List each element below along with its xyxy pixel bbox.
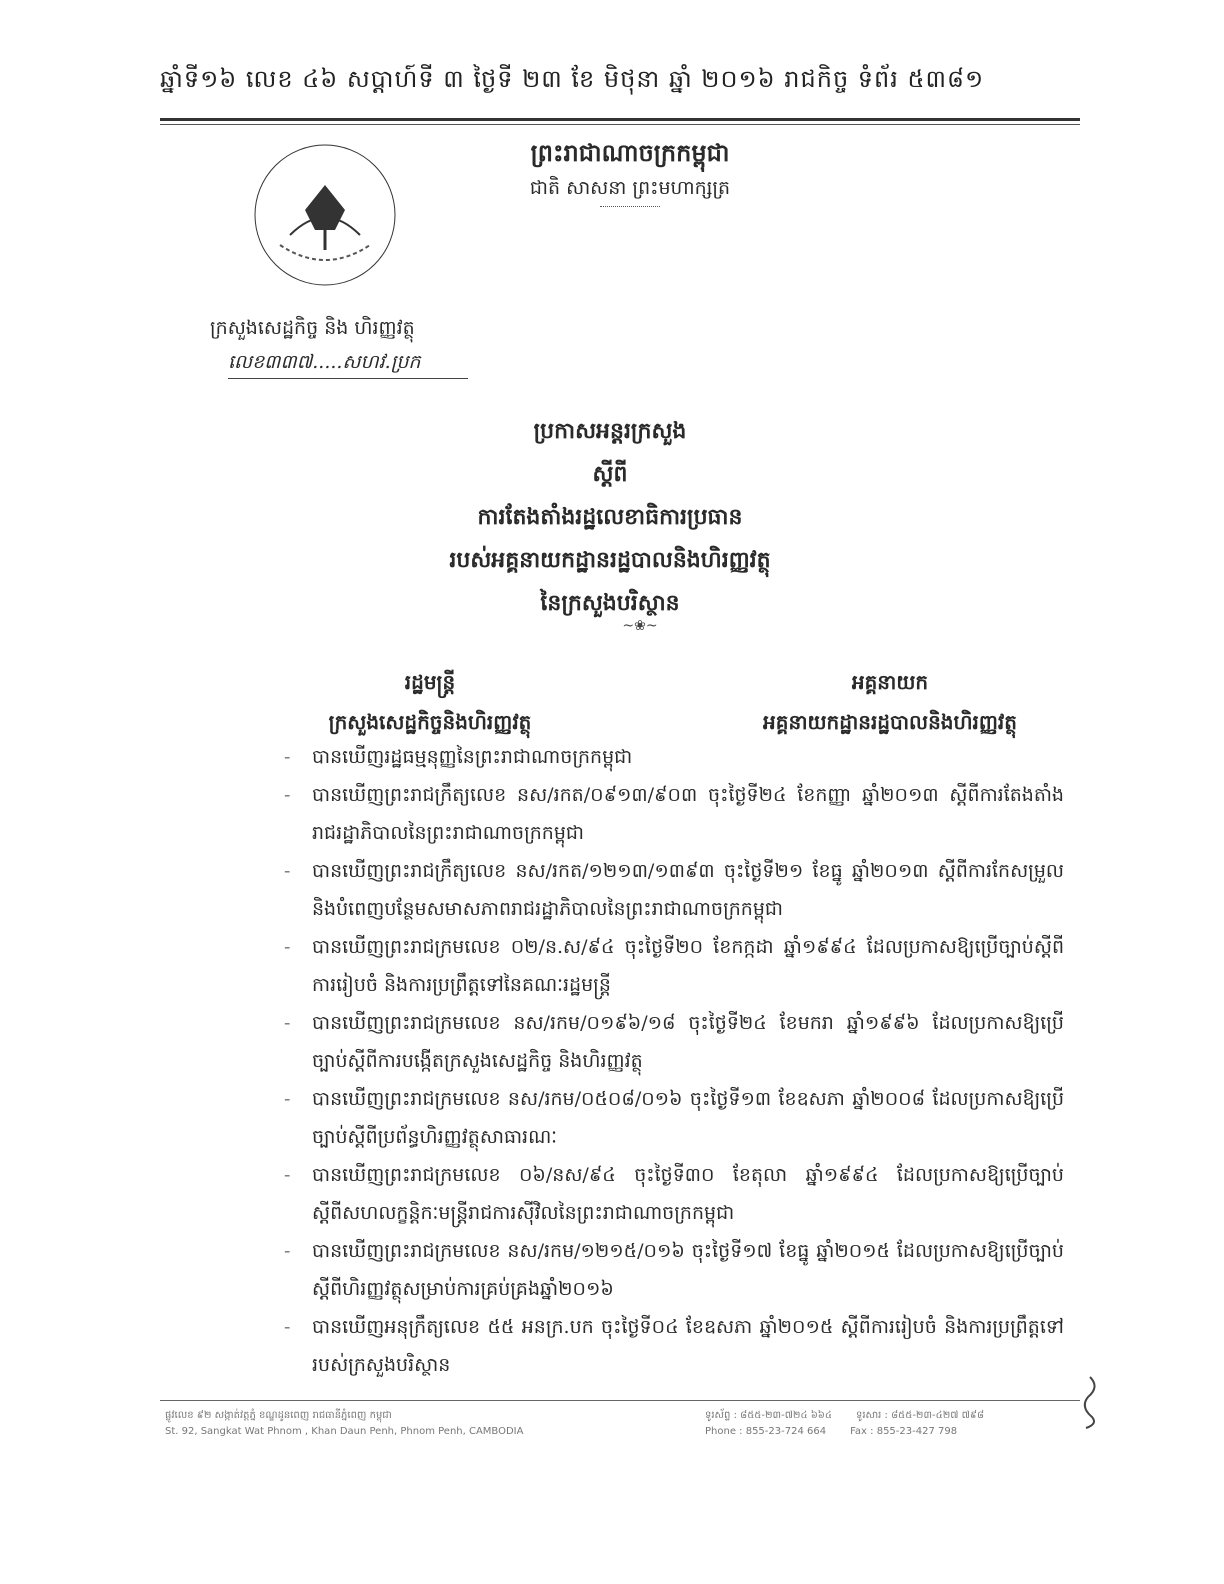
reference-number: លេខ៣៣៧.....សហវ.ប្រក bbox=[228, 350, 468, 379]
list-item: - បានឃើញព្រះរាជក្រមលេខ នស/រកម/០១៩៦/១៨ ចុះថ្ងៃទី២៤ ខែមករា ឆ្នាំ១៩៩៦ ដែលប្រកាសឱ្យប្រើច្បាប់ស្ដីពីការបង្កើតក្រសួងសេដ្ឋកិច្ច និងហិរញ្ញវត្ថុ bbox=[284, 1012, 1064, 1072]
list-item: - បានឃើញរដ្ឋធម្មនុញ្ញនៃព្រះរាជាណាចក្រកម្ពុជា bbox=[284, 746, 633, 768]
signatory-right-title: អគ្គនាយក bbox=[851, 670, 929, 694]
title-line-5: នៃក្រសួងបរិស្ថាន bbox=[540, 590, 680, 616]
ministry-seal-icon bbox=[250, 140, 400, 290]
national-motto: ជាតិ សាសនា ព្រះមហាក្សត្រ bbox=[529, 177, 731, 199]
gazette-header: ឆ្នាំទី១៦ លេខ ៤៦ សប្ដាហ៍ទី ៣ ថ្ងៃទី ២៣ ខែ មិថុនា ឆ្នាំ ២០១៦ រាជកិច្ច ទំព័រ ៥៣៨១ bbox=[160, 65, 985, 93]
signatory-right bbox=[740, 662, 1040, 742]
footer-address bbox=[165, 1408, 585, 1440]
signatory-left bbox=[280, 662, 580, 742]
signatory-left-org: ក្រសួងសេដ្ឋកិច្ចនិងហិរញ្ញវត្ថុ bbox=[328, 710, 532, 734]
footer-divider bbox=[160, 1400, 1080, 1401]
title-line-4: របស់អគ្គនាយកដ្ឋានរដ្ឋបាលនិងហិរញ្ញវត្ថុ bbox=[449, 547, 771, 573]
footer-contact bbox=[705, 1408, 1065, 1440]
fax-khmer: ទូរសារ : ៨៥៥-២៣-៤២៧ ៧៩៨ bbox=[855, 1410, 985, 1421]
address-khmer: ផ្លូវលេខ ៩២ សង្កាត់វត្តភ្នំ ខណ្ឌដូនពេញ រាជធានីភ្នំពេញ កម្ពុជា bbox=[165, 1410, 392, 1421]
signatory-right-org: អគ្គនាយកដ្ឋានរដ្ឋបាលនិងហិរញ្ញវត្ថុ bbox=[763, 710, 1017, 734]
header-divider bbox=[160, 118, 1080, 125]
list-item: - បានឃើញព្រះរាជក្រមលេខ ០៦/នស/៩៤ ចុះថ្ងៃទី៣០ ខែតុលា ឆ្នាំ១៩៩៤ ដែលប្រកាសឱ្យប្រើច្បាប់ស្ដីពីសហលក្ខន្តិកៈមន្ត្រីរាជការស៊ីវិលនៃព្រះរាជាណាចក្រកម្ពុជា bbox=[284, 1164, 1064, 1224]
initial-mark-icon bbox=[1070, 1372, 1110, 1432]
title-ornament: ~❀~ bbox=[622, 618, 658, 634]
document-title bbox=[300, 410, 920, 625]
phone-khmer: ទូរស័ព្ទ : ៨៥៥-២៣-៧២៤ ៦៦៤ bbox=[705, 1410, 832, 1421]
title-line-2: ស្ដីពី bbox=[592, 461, 628, 487]
list-item: - បានឃើញអនុក្រឹត្យលេខ ៥៥ អនក្រ.បក ចុះថ្ងៃទី០៤ ខែឧសភា ឆ្នាំ២០១៥ ស្ដីពីការរៀបចំ និងការប្រព្រឹត្តទៅរបស់ក្រសួងបរិស្ថាន bbox=[284, 1316, 1064, 1376]
signatory-left-title: រដ្ឋមន្ត្រី bbox=[404, 670, 456, 694]
list-item: - បានឃើញព្រះរាជក្រឹត្យលេខ នស/រកត/១២១៣/១៣៩៣ ចុះថ្ងៃទី២១ ខែធ្នូ ឆ្នាំ២០១៣ ស្ដីពីការកែសម្រួលនិងបំពេញបន្ថែមសមាសភាពរាជរដ្ឋាភិបាលនៃព្រះរាជាណាចក្រកម្ពុជា bbox=[284, 860, 1064, 920]
phone-english: Phone : 855-23-724 664 bbox=[705, 1426, 827, 1437]
motto-divider bbox=[600, 206, 660, 207]
address-english: St. 92, Sangkat Wat Phnom , Khan Daun Penh, Phnom Penh, CAMBODIA bbox=[165, 1426, 524, 1437]
title-line-1: ប្រកាសអន្តរក្រសួង bbox=[533, 418, 687, 444]
fax-english: Fax : 855-23-427 798 bbox=[850, 1426, 958, 1437]
list-item: - បានឃើញព្រះរាជក្រមលេខ នស/រកម/១២១៥/០១៦ ចុះថ្ងៃទី១៧ ខែធ្នូ ឆ្នាំ២០១៥ ដែលប្រកាសឱ្យប្រើច្បាប់ស្ដីពីហិរញ្ញវត្ថុសម្រាប់ការគ្រប់គ្រងឆ្នាំ២០១៦ bbox=[284, 1240, 1064, 1300]
kingdom-name: ព្រះរាជាណាចក្រកម្ពុជា bbox=[530, 138, 730, 167]
list-item: - បានឃើញព្រះរាជក្រមលេខ ០២/ន.ស/៩៤ ចុះថ្ងៃទី២០ ខែកក្កដា ឆ្នាំ១៩៩៤ ដែលប្រកាសឱ្យប្រើច្បាប់ស្ដីពីការរៀបចំ និងការប្រព្រឹត្តទៅនៃគណៈរដ្ឋមន្ត្រី bbox=[284, 936, 1064, 996]
list-item: - បានឃើញព្រះរាជក្រមលេខ នស/រកម/០៥០៨/០១៦ ចុះថ្ងៃទី១៣ ខែឧសភា ឆ្នាំ២០០៨ ដែលប្រកាសឱ្យប្រើច្បាប់ស្ដីពីប្រព័ន្ធហិរញ្ញវត្ថុសាធារណៈ bbox=[284, 1088, 1064, 1148]
list-item: - បានឃើញព្រះរាជក្រឹត្យលេខ នស/រកត/០៩១៣/៩០៣ ចុះថ្ងៃទី២៤ ខែកញ្ញា ឆ្នាំ២០១៣ ស្ដីពីការតែងតាំងរាជរដ្ឋាភិបាលនៃព្រះរាជាណាចក្រកម្ពុជា bbox=[284, 784, 1064, 844]
ministry-name: ក្រសួងសេដ្ឋកិច្ច និង ហិរញ្ញវត្ថុ bbox=[210, 317, 415, 339]
title-line-3: ការតែងតាំងរដ្ឋលេខាធិការប្រធាន bbox=[477, 504, 743, 530]
considerations-list bbox=[284, 738, 1064, 1384]
